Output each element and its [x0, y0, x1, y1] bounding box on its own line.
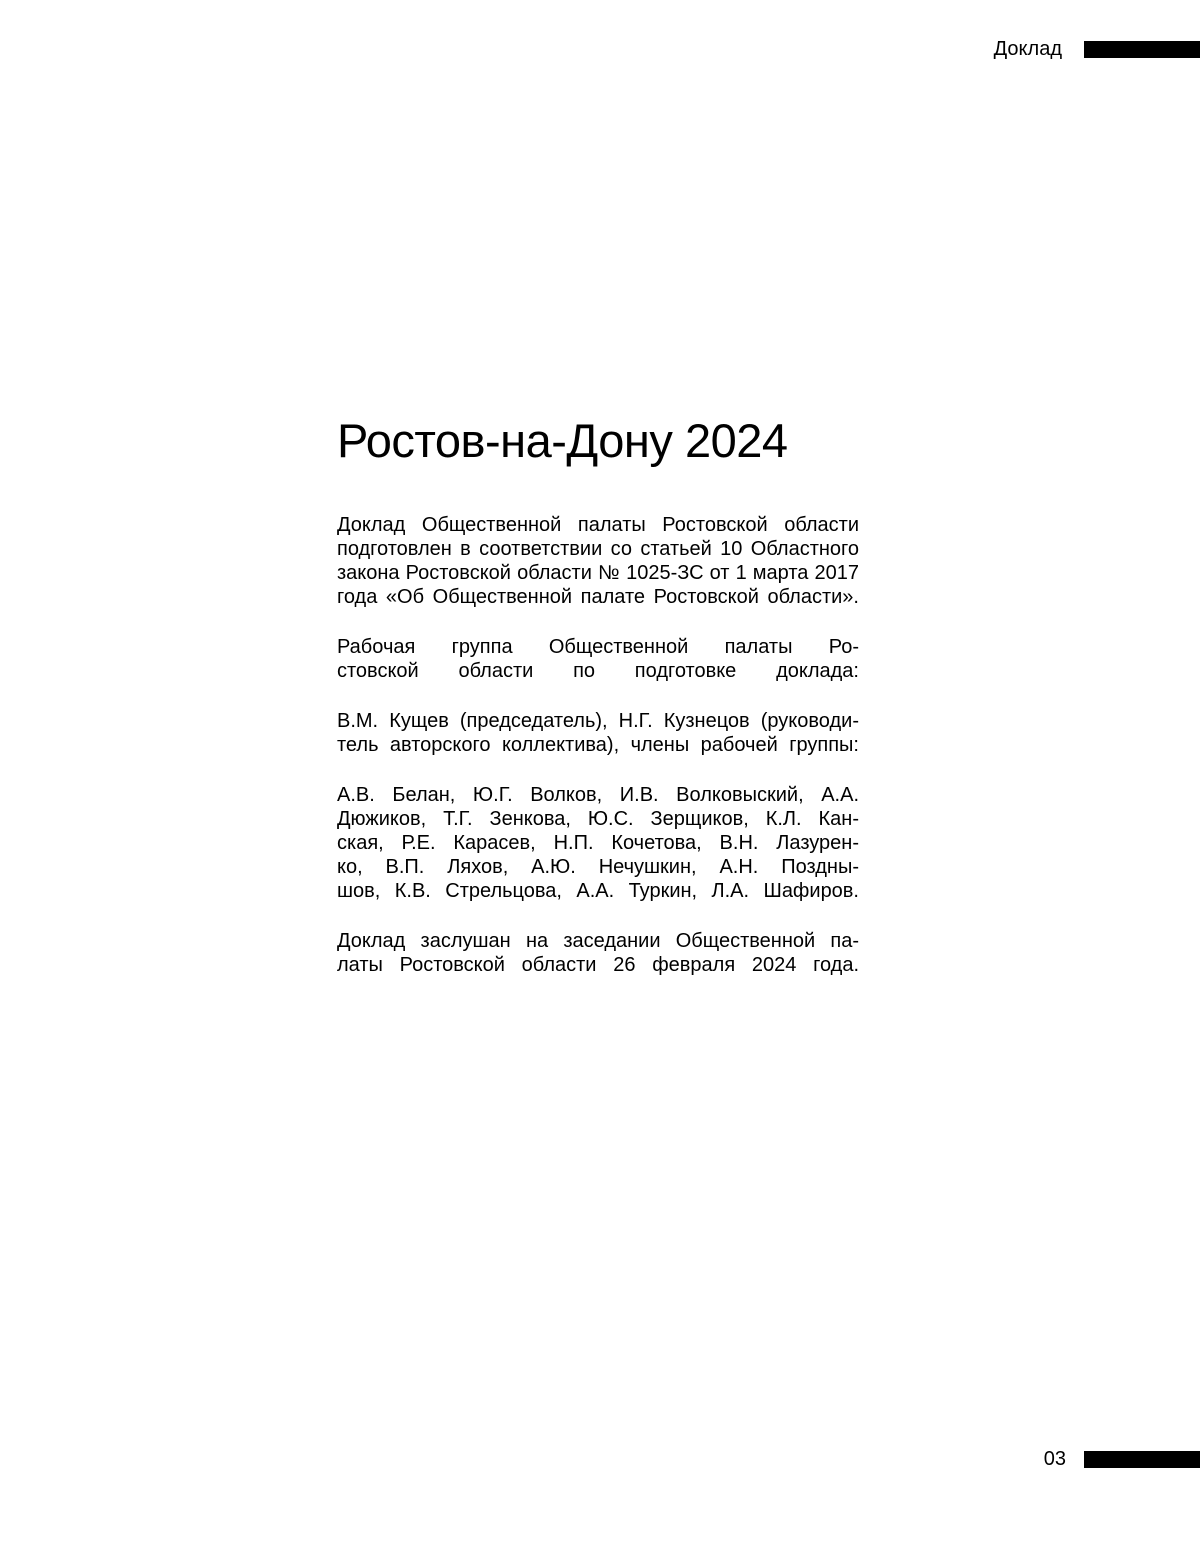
text-line: Доклад Общественной палаты Ростовской области	[337, 514, 859, 536]
text-line: Дюжиков, Т.Г. Зенкова, Ю.С. Зерщиков, К.Л. Кан-	[337, 808, 859, 830]
paragraph-members	[337, 783, 859, 903]
text-line: года «Об Общественной палате Ростовской области».	[337, 586, 859, 608]
text-line: ская, Р.Е. Карасев, Н.П. Кочетова, В.Н. Лазурен-	[337, 832, 859, 854]
text-line: стовской области по подготовке доклада:	[337, 660, 859, 682]
paragraph-chairs	[337, 709, 859, 757]
page-content	[337, 412, 859, 1003]
text-line: А.В. Белан, Ю.Г. Волков, И.В. Волковыский, А.А.	[337, 784, 859, 806]
text-line: ко, В.П. Ляхов, А.Ю. Нечушкин, А.Н. Поздны-	[337, 856, 859, 878]
paragraph-report-basis	[337, 513, 859, 609]
text-line: латы Ростовской области 26 февраля 2024 года.	[337, 954, 859, 976]
section-label: Доклад	[993, 38, 1062, 60]
paragraph-hearing	[337, 929, 859, 977]
text-line: В.М. Кущев (председатель), Н.Г. Кузнецов (руководи-	[337, 710, 859, 732]
page-number: 03	[1043, 1448, 1066, 1470]
footer-decorative-bar	[1084, 1451, 1200, 1468]
text-line: Доклад заслушан на заседании Общественной па-	[337, 930, 859, 952]
header-decorative-bar	[1084, 41, 1200, 58]
text-line: закона Ростовской области № 1025-ЗС от 1 марта 2017	[337, 562, 859, 584]
text-line: шов, К.В. Стрельцова, А.А. Туркин, Л.А. Шафиров.	[337, 880, 859, 902]
text-line: тель авторского коллектива), члены рабочей группы:	[337, 734, 859, 756]
text-line: подготовлен в соответствии со статьей 10 Областного	[337, 538, 859, 560]
page-title: Ростов-на-Дону 2024	[337, 414, 788, 467]
paragraph-working-group	[337, 635, 859, 683]
text-line: Рабочая группа Общественной палаты Ро-	[337, 636, 859, 658]
